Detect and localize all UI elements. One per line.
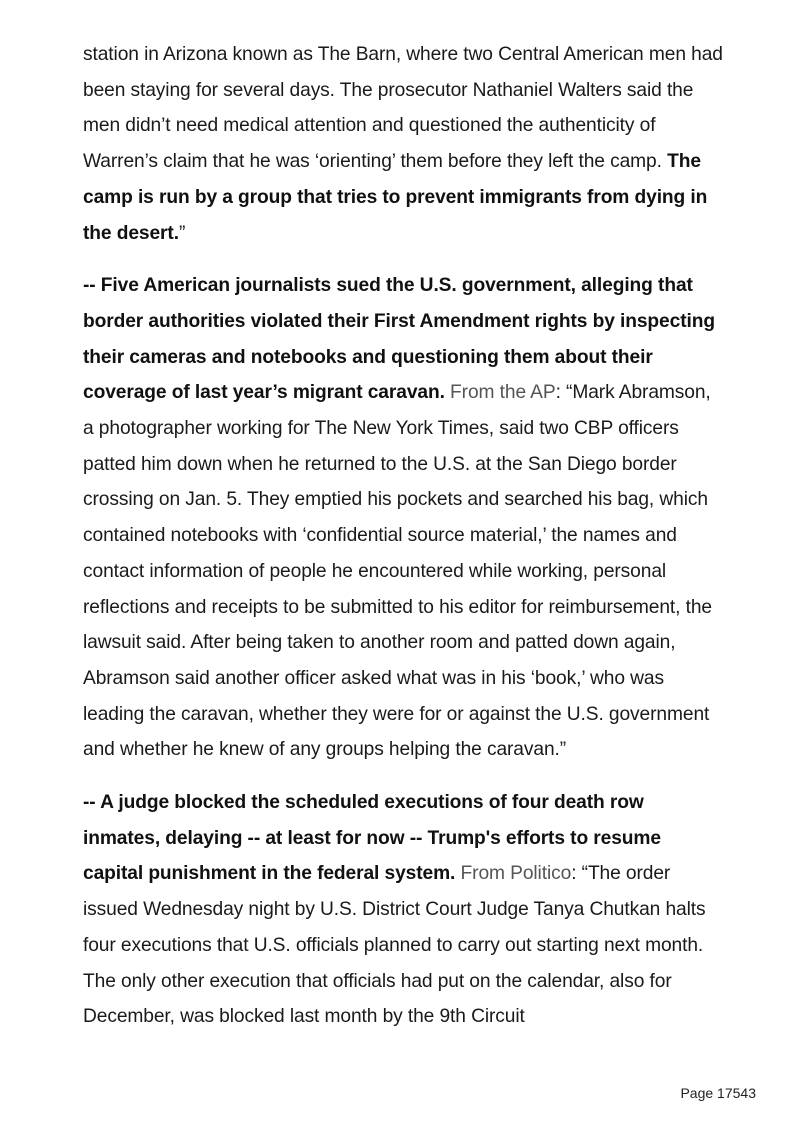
paragraph-text: station in Arizona known as The Barn, where two Central American men had been staying for several days. The prosecutor Nathaniel Walters said the men didn’t need medical attention and questioned the authenticity of Warren’s claim that he was ‘orienting’ them before they left the camp. xyxy=(83,44,723,173)
page-number: Page 17543 xyxy=(680,1085,756,1101)
paragraph-text: : “The order issued Wednesday night by U.S. District Court Judge Tanya Chutkan halts four executions that U.S. officials planned to carry out starting next month. The only other execution that officials had put on the calendar, also for December, was blocked last month by the 9th Circuit xyxy=(83,863,706,1028)
paragraph-executions-blocked xyxy=(83,785,723,1035)
paragraph-journalists-lawsuit xyxy=(83,268,723,768)
source-link-ap[interactable]: From the AP xyxy=(450,382,556,404)
closing-quote: ” xyxy=(178,222,186,244)
paragraph-barn-camp xyxy=(83,37,723,251)
document-page xyxy=(83,37,723,1052)
paragraph-headline: -- A judge blocked the scheduled executions of four death row inmates, delaying -- at least for now -- Trump's efforts to resume capital punishment in the federal system. xyxy=(83,792,661,885)
source-link-politico[interactable]: From Politico xyxy=(460,863,572,885)
paragraph-bold-text: The camp is run by a group that tries to prevent immigrants from dying in the desert. xyxy=(83,151,708,244)
paragraph-headline: -- Five American journalists sued the U.S. government, alleging that border authorities violated their First Amendment rights by inspecting their cameras and notebooks and questioning them about their coverage of last year’s migrant caravan. xyxy=(83,275,715,404)
paragraph-text: : “Mark Abramson, a photographer working for The New York Times, said two CBP officers patted him down when he returned to the U.S. at the San Diego border crossing on Jan. 5. They emptied his pockets and searched his bag, which contained notebooks with ‘confidential source material,’ the names and contact information of people he encountered while working, personal reflections and receipts to be submitted to his editor for reimbursement, the lawsuit said. After being taken to another room and patted down again, Abramson said another officer asked what was in his ‘book,’ who was leading the caravan, whether they were for or against the U.S. government and whether he knew of any groups helping the caravan.” xyxy=(83,382,713,761)
